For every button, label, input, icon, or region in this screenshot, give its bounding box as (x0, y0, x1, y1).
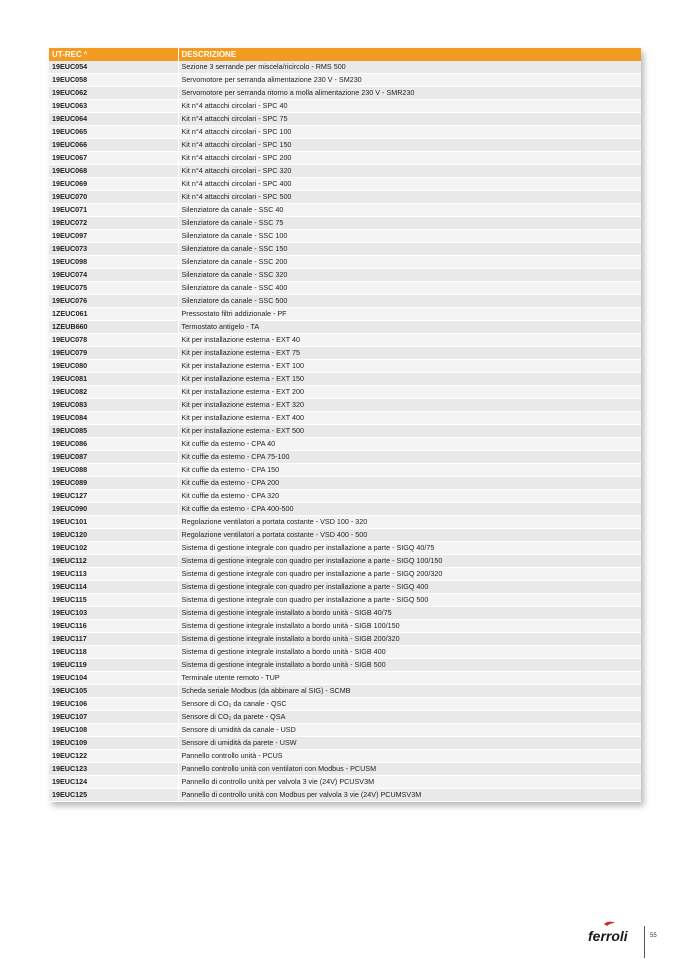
table-row (49, 321, 641, 334)
product-code-cell: 19EUC125 (49, 789, 178, 802)
description-cell: Regolazione ventilatori a portata costante - VSD 100 - 320 (178, 516, 641, 529)
table-row (49, 373, 641, 386)
product-code-cell: 19EUC113 (49, 568, 178, 581)
product-code-cell: 19EUC118 (49, 646, 178, 659)
product-code-cell: 19EUC066 (49, 139, 178, 152)
product-code-cell: 1ZEUB660 (49, 321, 178, 334)
table-row (49, 737, 641, 750)
description-cell: Sensore di CO₂ da parete - QSA (178, 711, 641, 724)
description-cell: Kit per installazione esterna - EXT 200 (178, 386, 641, 399)
product-code-cell: 19EUC120 (49, 529, 178, 542)
product-code-cell: 19EUC073 (49, 243, 178, 256)
product-code-cell: 19EUC116 (49, 620, 178, 633)
table-row (49, 412, 641, 425)
table-row (49, 568, 641, 581)
product-code-cell: 19EUC115 (49, 594, 178, 607)
product-code-cell: 19EUC062 (49, 87, 178, 100)
product-code-cell: 19EUC106 (49, 698, 178, 711)
table-row (49, 269, 641, 282)
description-cell: Regolazione ventilatori a portata costante - VSD 400 - 500 (178, 529, 641, 542)
table-row (49, 594, 641, 607)
table-row (49, 646, 641, 659)
table-header (49, 48, 641, 61)
product-code-cell: 19EUC109 (49, 737, 178, 750)
product-code-cell: 19EUC097 (49, 230, 178, 243)
table-row (49, 529, 641, 542)
description-cell: Sensore di CO₂ da canale - QSC (178, 698, 641, 711)
description-cell: Kit cuffie da esterno - CPA 200 (178, 477, 641, 490)
description-cell: Silenziatore da canale - SSC 150 (178, 243, 641, 256)
description-cell: Kit per installazione esterna - EXT 40 (178, 334, 641, 347)
table-row (49, 230, 641, 243)
description-cell: Kit cuffie da esterno - CPA 150 (178, 464, 641, 477)
table-row (49, 464, 641, 477)
table-row (49, 178, 641, 191)
table-row (49, 191, 641, 204)
product-code-cell: 19EUC114 (49, 581, 178, 594)
table-row (49, 347, 641, 360)
table-row (49, 451, 641, 464)
product-code-cell: 1ZEUC061 (49, 308, 178, 321)
table-row (49, 516, 641, 529)
table-body (49, 61, 641, 802)
description-cell: Sistema di gestione integrale con quadro per installazione a parte - SIGQ 200/320 (178, 568, 641, 581)
table-row (49, 295, 641, 308)
table-row (49, 308, 641, 321)
product-code-cell: 19EUC075 (49, 282, 178, 295)
description-cell: Sistema di gestione integrale con quadro per installazione a parte - SIGQ 100/150 (178, 555, 641, 568)
description-cell: Sensore di umidità da canale - USD (178, 724, 641, 737)
table-row (49, 87, 641, 100)
description-cell: Kit per installazione esterna - EXT 75 (178, 347, 641, 360)
product-code-cell: 19EUC078 (49, 334, 178, 347)
product-code-cell: 19EUC086 (49, 438, 178, 451)
table-row (49, 126, 641, 139)
product-code-cell: 19EUC122 (49, 750, 178, 763)
table-row (49, 776, 641, 789)
table-row (49, 74, 641, 87)
description-cell: Scheda seriale Modbus (da abbinare al SIG) - SCMB (178, 685, 641, 698)
table-row (49, 282, 641, 295)
product-code-cell: 19EUC127 (49, 490, 178, 503)
product-code-cell: 19EUC082 (49, 386, 178, 399)
sort-indicator-icon: ˄ (83, 51, 88, 57)
product-code-cell: 19EUC064 (49, 113, 178, 126)
accessories-table (49, 48, 641, 802)
description-cell: Kit n°4 attacchi circolari - SPC 40 (178, 100, 641, 113)
product-code-cell: 19EUC074 (49, 269, 178, 282)
description-cell: Pannello di controllo unità per valvola 3 vie (24V) PCUSV3M (178, 776, 641, 789)
column-header-description-label: DESCRIZIONE (181, 50, 237, 59)
product-code-cell: 19EUC098 (49, 256, 178, 269)
description-cell: Sistema di gestione integrale installato a bordo unità - SIGB 100/150 (178, 620, 641, 633)
product-code-cell: 19EUC087 (49, 451, 178, 464)
product-code-cell: 19EUC124 (49, 776, 178, 789)
table-row (49, 204, 641, 217)
table-row (49, 698, 641, 711)
table-row (49, 750, 641, 763)
table-row (49, 659, 641, 672)
table-row (49, 386, 641, 399)
page-number: 55 (650, 933, 657, 939)
description-cell: Kit per installazione esterna - EXT 320 (178, 399, 641, 412)
table-row (49, 633, 641, 646)
product-code-cell: 19EUC117 (49, 633, 178, 646)
description-cell: Sistema di gestione integrale installato a bordo unità - SIGB 400 (178, 646, 641, 659)
table-row (49, 217, 641, 230)
description-cell: Kit n°4 attacchi circolari - SPC 320 (178, 165, 641, 178)
product-code-cell: 19EUC090 (49, 503, 178, 516)
description-cell: Pannello controllo unità con ventilatori con Modbus - PCUSM (178, 763, 641, 776)
description-cell: Silenziatore da canale - SSC 100 (178, 230, 641, 243)
description-cell: Terminale utente remoto - TUP (178, 672, 641, 685)
description-cell: Silenziatore da canale - SSC 400 (178, 282, 641, 295)
description-cell: Kit per installazione esterna - EXT 150 (178, 373, 641, 386)
description-cell: Silenziatore da canale - SSC 75 (178, 217, 641, 230)
logo-wordmark: ferroli (588, 928, 628, 944)
description-cell: Termostato antigelo - TA (178, 321, 641, 334)
product-code-cell: 19EUC071 (49, 204, 178, 217)
description-cell: Sistema di gestione integrale installato a bordo unità - SIGB 40/75 (178, 607, 641, 620)
product-code-cell: 19EUC058 (49, 74, 178, 87)
product-code-cell: 19EUC089 (49, 477, 178, 490)
description-cell: Kit n°4 attacchi circolari - SPC 500 (178, 191, 641, 204)
description-cell: Kit cuffie da esterno - CPA 400-500 (178, 503, 641, 516)
product-code-cell: 19EUC076 (49, 295, 178, 308)
description-cell: Silenziatore da canale - SSC 40 (178, 204, 641, 217)
table-row (49, 425, 641, 438)
description-cell: Sistema di gestione integrale con quadro per installazione a parte - SIGQ 500 (178, 594, 641, 607)
product-code-cell: 19EUC054 (49, 61, 178, 74)
table-row (49, 256, 641, 269)
description-cell: Kit n°4 attacchi circolari - SPC 400 (178, 178, 641, 191)
product-code-cell: 19EUC070 (49, 191, 178, 204)
product-code-cell: 19EUC123 (49, 763, 178, 776)
product-code-cell: 19EUC072 (49, 217, 178, 230)
table-row (49, 152, 641, 165)
description-cell: Kit per installazione esterna - EXT 500 (178, 425, 641, 438)
product-code-cell: 19EUC083 (49, 399, 178, 412)
description-cell: Kit n°4 attacchi circolari - SPC 150 (178, 139, 641, 152)
table-row (49, 672, 641, 685)
column-header-description[interactable] (178, 48, 641, 61)
table-row (49, 685, 641, 698)
table-row (49, 139, 641, 152)
product-code-cell: 19EUC085 (49, 425, 178, 438)
table-row (49, 334, 641, 347)
table-row (49, 542, 641, 555)
description-cell: Kit n°4 attacchi circolari - SPC 200 (178, 152, 641, 165)
description-cell: Sistema di gestione integrale con quadro per installazione a parte - SIGQ 40/75 (178, 542, 641, 555)
description-cell: Sistema di gestione integrale installato a bordo unità - SIGB 200/320 (178, 633, 641, 646)
table-row (49, 100, 641, 113)
table-row (49, 711, 641, 724)
description-cell: Sezione 3 serrande per miscela/ricircolo - RMS 500 (178, 61, 641, 74)
product-code-cell: 19EUC068 (49, 165, 178, 178)
ferroli-logo (586, 920, 634, 948)
product-code-cell: 19EUC105 (49, 685, 178, 698)
table-row (49, 399, 641, 412)
description-cell: Kit per installazione esterna - EXT 100 (178, 360, 641, 373)
table-row (49, 724, 641, 737)
table-row (49, 477, 641, 490)
table-row (49, 503, 641, 516)
accessories-table-container (49, 48, 641, 802)
description-cell: Kit n°4 attacchi circolari - SPC 100 (178, 126, 641, 139)
page-divider (644, 926, 645, 958)
table-row (49, 61, 641, 74)
description-cell: Servomotore per serranda ritorno a molla alimentazione 230 V - SMR230 (178, 87, 641, 100)
product-code-cell: 19EUC080 (49, 360, 178, 373)
table-row (49, 360, 641, 373)
table-row (49, 581, 641, 594)
description-cell: Pannello controllo unità - PCUS (178, 750, 641, 763)
description-cell: Sensore di umidità da parete - USW (178, 737, 641, 750)
description-cell: Kit cuffie da esterno - CPA 75-100 (178, 451, 641, 464)
product-code-cell: 19EUC102 (49, 542, 178, 555)
logo-flame-icon (604, 922, 615, 926)
description-cell: Silenziatore da canale - SSC 320 (178, 269, 641, 282)
column-header-code[interactable] (49, 48, 178, 61)
description-cell: Kit cuffie da esterno - CPA 40 (178, 438, 641, 451)
description-cell: Servomotore per serranda alimentazione 230 V - SM230 (178, 74, 641, 87)
product-code-cell: 19EUC067 (49, 152, 178, 165)
product-code-cell: 19EUC081 (49, 373, 178, 386)
table-row (49, 243, 641, 256)
product-code-cell: 19EUC108 (49, 724, 178, 737)
table-row (49, 555, 641, 568)
product-code-cell: 19EUC104 (49, 672, 178, 685)
product-code-cell: 19EUC088 (49, 464, 178, 477)
product-code-cell: 19EUC063 (49, 100, 178, 113)
table-row (49, 763, 641, 776)
description-cell: Kit per installazione esterna - EXT 400 (178, 412, 641, 425)
table-row (49, 438, 641, 451)
description-cell: Silenziatore da canale - SSC 500 (178, 295, 641, 308)
product-code-cell: 19EUC065 (49, 126, 178, 139)
product-code-cell: 19EUC112 (49, 555, 178, 568)
product-code-cell: 19EUC079 (49, 347, 178, 360)
product-code-cell: 19EUC084 (49, 412, 178, 425)
description-cell: Kit n°4 attacchi circolari - SPC 75 (178, 113, 641, 126)
table-row (49, 789, 641, 802)
description-cell: Sistema di gestione integrale con quadro per installazione a parte - SIGQ 400 (178, 581, 641, 594)
description-cell: Pressostato filtri addizionale - PF (178, 308, 641, 321)
table-row (49, 607, 641, 620)
header-row (49, 48, 641, 61)
product-code-cell: 19EUC119 (49, 659, 178, 672)
description-cell: Pannello di controllo unità con Modbus per valvola 3 vie (24V) PCUMSV3M (178, 789, 641, 802)
description-cell: Sistema di gestione integrale installato a bordo unità - SIGB 500 (178, 659, 641, 672)
product-code-cell: 19EUC069 (49, 178, 178, 191)
table-row (49, 113, 641, 126)
table-row (49, 490, 641, 503)
product-code-cell: 19EUC101 (49, 516, 178, 529)
product-code-cell: 19EUC103 (49, 607, 178, 620)
product-code-cell: 19EUC107 (49, 711, 178, 724)
table-row (49, 165, 641, 178)
description-cell: Silenziatore da canale - SSC 200 (178, 256, 641, 269)
table-row (49, 620, 641, 633)
description-cell: Kit cuffie da esterno - CPA 320 (178, 490, 641, 503)
column-header-code-label: UT-REC (52, 50, 82, 59)
